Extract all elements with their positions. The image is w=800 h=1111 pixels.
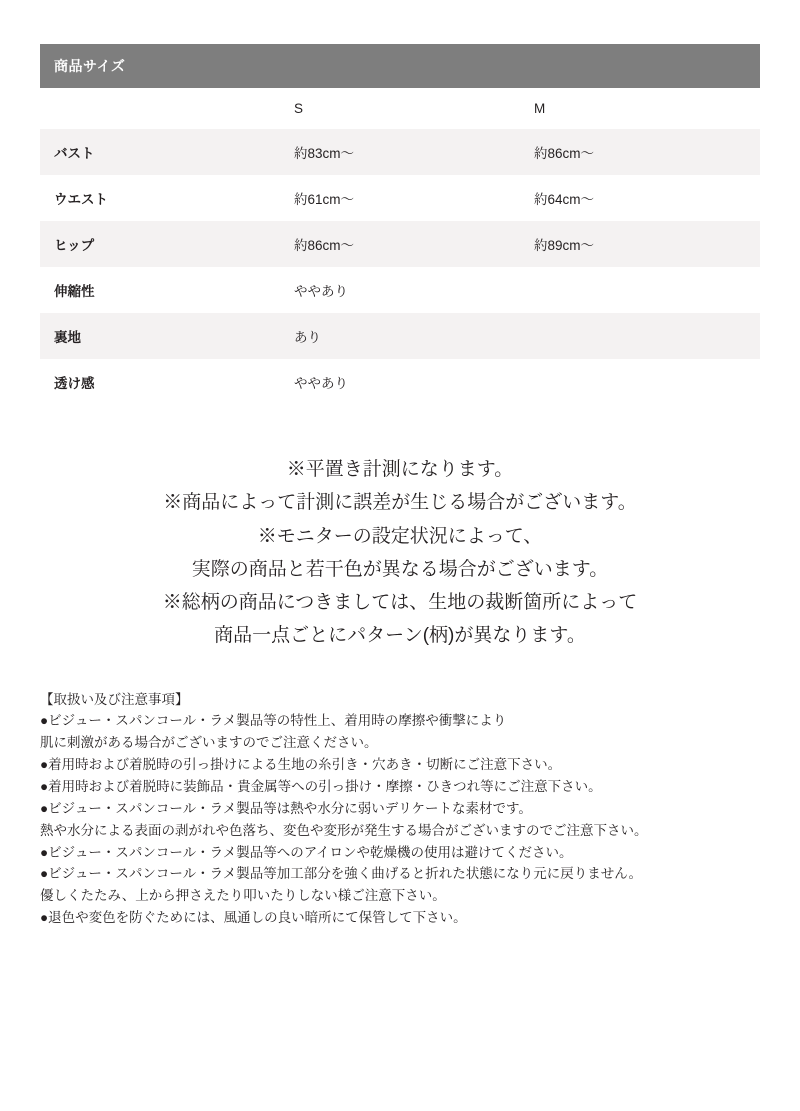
column-header-s: S (280, 88, 520, 129)
table-row (40, 267, 760, 313)
note-line: ※モニターの設定状況によって、 (257, 525, 543, 547)
note-line: 実際の商品と若干色が異なる場合がございます。 (191, 558, 609, 580)
care-instruction-line: ●ビジュー・スパンコール・ラメ製品等は熱や水分に弱いデリケートな素材です。 (40, 800, 532, 816)
care-instruction-line: ●ビジュー・スパンコール・ラメ製品等加工部分を強く曲げると折れた状態になり元に戻りません。 (40, 866, 643, 882)
care-instruction-line: ●着用時および着脱時に装飾品・貴金属等への引っ掛け・摩擦・ひきつれ等にご注意下さい。 (40, 778, 602, 794)
care-instruction-line: ●ビジュー・スパンコール・ラメ製品等へのアイロンや乾燥機の使用は避けてください。 (40, 844, 573, 860)
row-label: 裏地 (40, 313, 280, 359)
row-value-s: 約83cm〜 (280, 129, 520, 175)
care-instruction-line: 肌に刺激がある場合がございますのでご注意ください。 (40, 735, 378, 751)
row-value-m: 約86cm〜 (520, 129, 760, 175)
table-row (40, 359, 760, 405)
size-table-caption: 商品サイズ (40, 44, 760, 88)
care-instructions-title: 【取扱い及び注意事項】 (40, 691, 189, 707)
row-value-m (520, 267, 760, 313)
measurement-notes (40, 453, 760, 653)
row-value-s: 約61cm〜 (294, 192, 355, 207)
size-table (40, 44, 760, 405)
size-table-body (40, 129, 760, 405)
row-value-s: ややあり (294, 376, 348, 391)
row-value-s: あり (280, 313, 520, 359)
row-value-s: 約86cm〜 (280, 221, 520, 267)
product-size-document (0, 44, 800, 1111)
row-value-m (520, 359, 760, 405)
table-row (40, 221, 760, 267)
size-table-head (40, 44, 760, 129)
row-value-m (520, 313, 760, 359)
care-instruction-line: ●退色や変色を防ぐためには、風通しの良い暗所にて保管して下さい。 (40, 910, 467, 926)
table-row (40, 175, 760, 221)
care-instruction-line: 優しくたたみ、上から押さえたり叩いたりしない様ご注意下さい。 (40, 888, 446, 904)
size-table-column-header-row (40, 88, 760, 129)
row-value-m: 約89cm〜 (520, 221, 760, 267)
row-label: 伸縮性 (54, 284, 95, 299)
care-instruction-line: 熱や水分による表面の剥がれや色落ち、変色や変形が発生する場合がございますのでご注意下さい。 (40, 822, 648, 838)
size-table-caption-row (40, 44, 760, 88)
table-row (40, 129, 760, 175)
column-header-blank (40, 88, 280, 129)
row-label: ウエスト (54, 192, 108, 207)
row-value-m: 約64cm〜 (534, 192, 595, 207)
row-label: ヒップ (40, 221, 280, 267)
note-line: 商品一点ごとにパターン(柄)が異なります。 (214, 625, 586, 647)
column-header-m: M (520, 88, 760, 129)
row-label: 透け感 (54, 376, 95, 391)
note-line: ※平置き計測になります。 (286, 459, 514, 480)
note-line: ※総柄の商品につきましては、生地の裁断箇所によって (162, 592, 638, 613)
row-label: バスト (40, 129, 280, 175)
row-value-s: ややあり (294, 284, 348, 299)
care-instruction-line: ●着用時および着脱時の引っ掛けによる生地の糸引き・穴あき・切断にご注意下さい。 (40, 757, 562, 773)
note-line: ※商品によって計測に誤差が生じる場合がございます。 (163, 492, 637, 514)
care-instructions (40, 689, 760, 929)
table-row (40, 313, 760, 359)
care-instruction-line: ●ビジュー・スパンコール・ラメ製品等の特性上、着用時の摩擦や衝撃により (40, 713, 507, 729)
